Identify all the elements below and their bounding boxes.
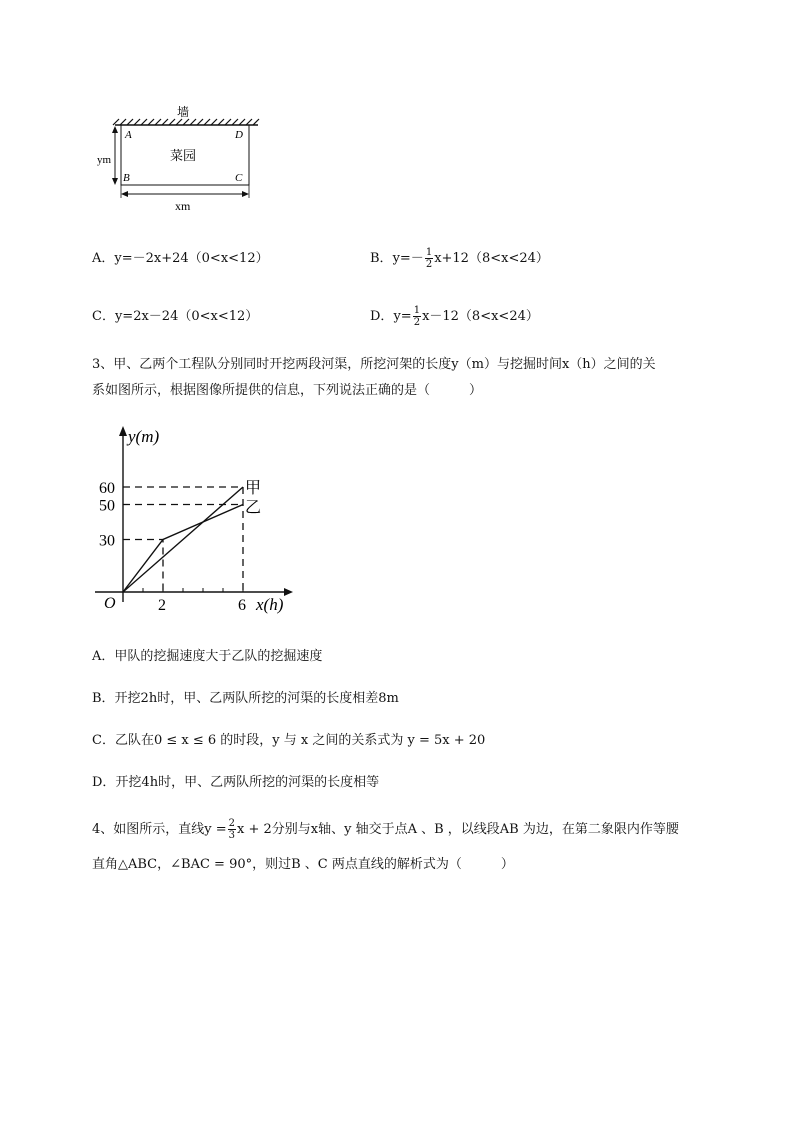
garden-figure	[95, 100, 275, 215]
y-axis-label: y(m)	[128, 427, 160, 446]
wall-hatching	[113, 119, 259, 125]
q3-option-b[interactable]: B．开挖2h时，甲、乙两队所挖的河渠的长度相差8m	[92, 691, 399, 706]
q4-stem-line1: 4、如图所示，直线y = $\frac{2}{3}$ x + 2分别与x轴、y 轴交于点A 、B ，以线段AB 为边，在第二象限内作等腰	[92, 818, 679, 841]
garden-label: 菜园	[170, 148, 197, 163]
q3-stem-line1: 3、甲、乙两个工程队分别同时开挖两段河渠，所挖河架的长度y（m）与挖掘时间x（h）之间的关	[92, 357, 656, 372]
y-tick-label: 50	[99, 497, 115, 515]
x-measure-label: xm	[175, 199, 191, 213]
origin-label: O	[104, 595, 116, 612]
q2-option-c[interactable]: C．y=2x－24（0<x<12）	[92, 309, 259, 324]
q2-option-b[interactable]: B．y=－ $\frac{1}{2}$ x+12（8<x<24）	[370, 247, 549, 270]
q2-option-a[interactable]: A．y=－2x+24（0<x<12）	[92, 251, 269, 266]
fraction: $\frac{1}{2}$	[413, 305, 421, 328]
point-c-label: C	[235, 172, 243, 184]
point-d-label: D	[235, 129, 243, 141]
q4-stem-line2: 直角△ABC，∠BAC = 90°，则过B 、C 两点直线的解析式为（ ）	[92, 857, 514, 872]
series-label: 乙	[245, 499, 262, 517]
x-tick-label: 2	[158, 597, 166, 614]
x-axis-label: x(h)	[256, 595, 284, 614]
point-b-label: B	[123, 172, 130, 184]
series-label: 甲	[245, 480, 262, 497]
q3-option-d[interactable]: D．开挖4h时，甲、乙两队所挖的河渠的长度相等	[92, 775, 380, 790]
y-tick-label: 60	[99, 480, 115, 497]
q3-stem-line2: 系如图所示，根据图像所提供的信息，下列说法正确的是（ ）	[92, 383, 483, 398]
y-measure-label: ym	[97, 154, 112, 166]
q2-option-d[interactable]: D．y= $\frac{1}{2}$ x－12（8<x<24）	[370, 305, 539, 328]
x-tick-label: 6	[238, 597, 246, 614]
fraction: $\frac{1}{2}$	[425, 247, 433, 270]
y-tick-label: 30	[99, 532, 115, 550]
q3-chart	[90, 420, 310, 620]
series-line	[123, 505, 243, 593]
y-axis-arrow	[119, 426, 127, 436]
point-a-label: A	[125, 129, 132, 141]
x-axis-arrow	[284, 588, 293, 596]
q3-option-c[interactable]: C．乙队在0 ≤ x ≤ 6 的时段，y 与 x 之间的关系式为 y = 5x + 20	[92, 733, 486, 748]
fraction: $\frac{2}{3}$	[228, 818, 236, 841]
q3-option-a[interactable]: A．甲队的挖掘速度大于乙队的挖掘速度	[92, 649, 323, 664]
wall-label: 墙	[177, 105, 190, 119]
